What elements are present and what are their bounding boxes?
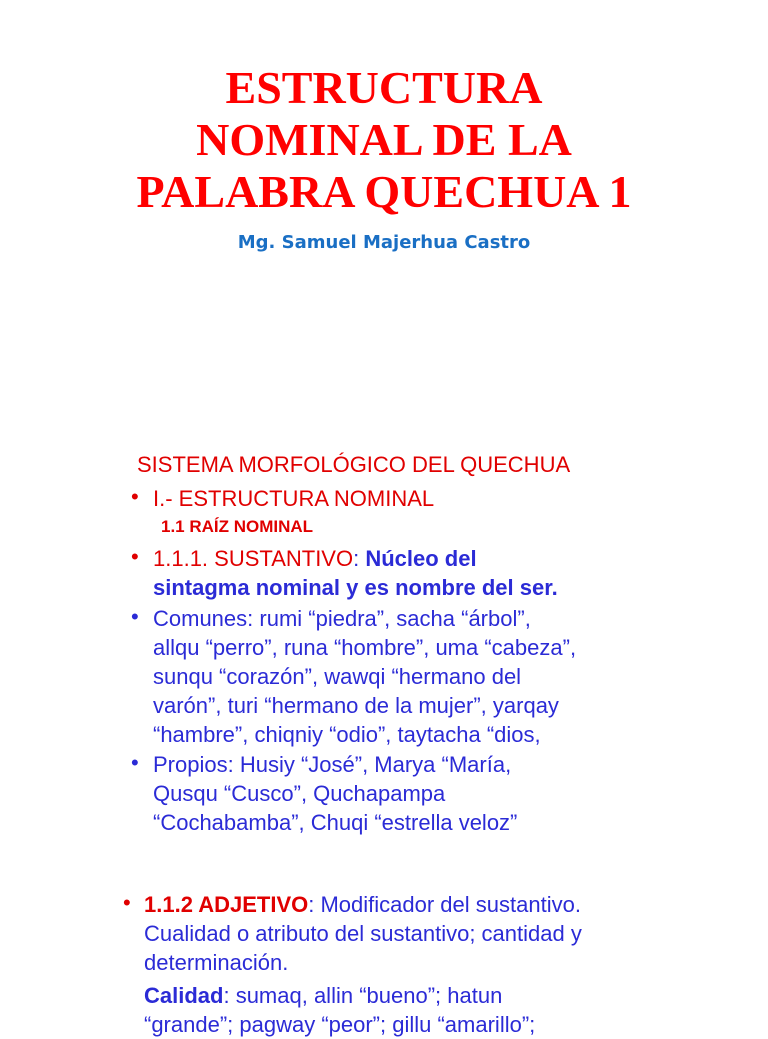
- bullet-marker: •: [131, 544, 139, 569]
- sustantivo-definition: Núcleo del: [359, 546, 477, 571]
- bullet-marker: •: [131, 604, 139, 629]
- propios-line: Qusqu “Cusco”, Quchapampa: [153, 781, 446, 806]
- slide-title: [0, 62, 768, 218]
- bullet-marker: •: [131, 750, 139, 775]
- comunes-line: sunqu “corazón”, wawqi “hermano del: [153, 664, 522, 689]
- title-line-3: PALABRA QUECHUA 1: [136, 166, 632, 217]
- section-heading: SISTEMA MORFOLÓGICO DEL QUECHUA: [137, 452, 571, 477]
- sustantivo-item: [153, 544, 558, 602]
- comunes-line: Comunes: rumi “piedra”, sacha “árbol”,: [153, 606, 531, 631]
- estructura-nominal-item: I.- ESTRUCTURA NOMINAL: [153, 486, 435, 511]
- title-line-1: ESTRUCTURA: [225, 62, 543, 113]
- author-name: Mg. Samuel Majerhua Castro: [237, 232, 531, 253]
- calidad-label: Calidad: [144, 983, 224, 1008]
- sustantivo-definition-2: sintagma nominal y es nombre del ser.: [153, 575, 558, 600]
- comunes-line: varón”, turi “hermano de la mujer”, yarqay: [153, 693, 559, 718]
- adjetivo-definition-line: determinación.: [144, 950, 289, 975]
- sustantivo-colon: :: [353, 546, 360, 571]
- calidad-examples: : sumaq, allin “bueno”; hatun: [223, 983, 503, 1008]
- adjetivo-definition: : Modificador del sustantivo.: [308, 892, 581, 917]
- comunes-line: allqu “perro”, runa “hombre”, uma “cabeza”,: [153, 635, 577, 660]
- bullet-marker: •: [123, 890, 131, 915]
- propios-line: “Cochabamba”, Chuqi “estrella veloz”: [153, 810, 518, 835]
- adjetivo-item: [144, 890, 582, 1039]
- propios-item: [153, 750, 517, 837]
- title-line-2: NOMINAL DE LA: [196, 114, 572, 165]
- calidad-examples-line: “grande”; pagway “peor”; gillu “amarillo”;: [144, 1012, 536, 1037]
- raiz-nominal-subheading: 1.1 RAÍZ NOMINAL: [161, 517, 314, 536]
- adjetivo-label: 1.1.2 ADJETIVO: [144, 892, 309, 917]
- bullet-marker: •: [131, 484, 139, 509]
- propios-line: Propios: Husiy “José”, Marya “María,: [153, 752, 512, 777]
- comunes-item: [153, 604, 576, 749]
- comunes-line: “hambre”, chiqniy “odio”, taytacha “dios,: [153, 722, 541, 747]
- sustantivo-label: 1.1.1. SUSTANTIVO: [153, 546, 354, 571]
- adjetivo-definition-line: Cualidad o atributo del sustantivo; cantidad y: [144, 921, 582, 946]
